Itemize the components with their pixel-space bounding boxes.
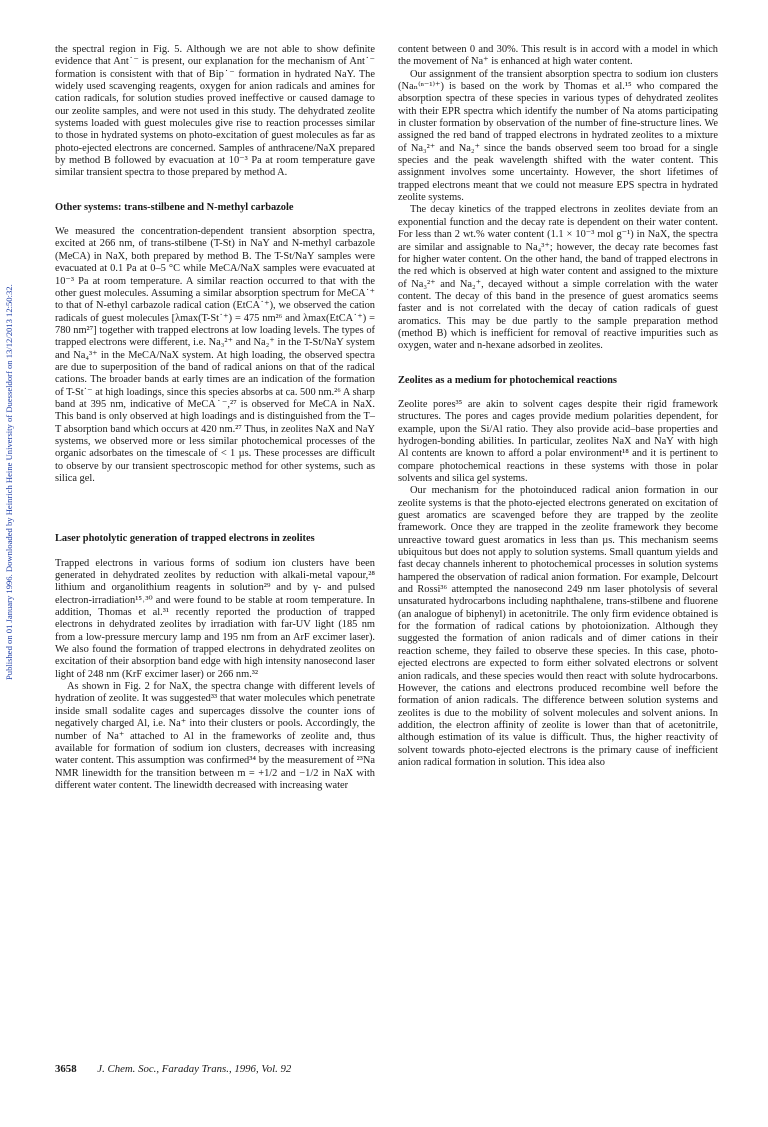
- paragraph: content between 0 and 30%. This result is in accord with a model in which the movement of Na⁺ is enhanced at high water content.: [398, 44, 718, 68]
- journal-citation: J. Chem. Soc., Faraday Trans., 1996, Vol. 92: [97, 1063, 292, 1075]
- paragraph: Our assignment of the transient absorption spectra to sodium ion clusters (Naₙ⁽ⁿ⁻¹⁾⁺) is based on the work by Thomas et al.¹⁵ who compared the absorption spectra of these species in various types of dehydrated zeolites with their EPR spectra which identify the number of Na atoms participating in cluster formation by observation of the number of fine-structure lines. We assigned the red band of trapped electrons in hydrated zeolites to a mixture of Na₃²⁺ and Na₂⁺ since the bands observed seem too broad for a single species and the peak wavelength shifted with the water content. This assignment involves some uncertainty. However, the short lifetimes of trapped electrons meant that we could not measure EPS spectra in hydrated zeolite systems.: [398, 68, 718, 204]
- download-watermark: Published on 01 January 1996. Downloaded by Heinrich Heine University of Duesseldorf on 13/12/2013 12:50:32.: [4, 284, 14, 680]
- paragraph: We measured the concentration-dependent transient absorption spectra, excited at 266 nm, of trans-stilbene (T-St) in NaY and N-methyl carbazole (MeCA) in NaX, both prepared by method B. The T-St/NaY samples were evacuated at 0.1 Pa at 0–5 °C while MeCA/NaX samples were evacuated at 10⁻³ Pa at room temperature. A similar reaction occurred to that with the other guest molecules. Assuming a similar absorption spectrum for MeCA˙⁺ to that of N-ethyl carbazole radical cation (EtCA˙⁺), we observed the cation radicals of guest molecules [λmax(T-St˙⁺) = 475 nm²⁶ and λmax(EtCA˙⁺) = 780 nm²⁷] together with trapped electrons at low loading levels. The types of trapped electrons were different, i.e. Na₃²⁺ and Na₂⁺ in the T-St/NaY system and Na₄³⁺ in the MeCA/NaX system. At high loading, the observed spectra are due to superposition of the band of radical anions on that of the radical cations. The broader bands at early times are an indication of the formation of T-St˙⁻ at high loadings, since this species absorbs at ca. 500 nm.²⁶ A sharp band at 395 nm, indicative of MeCA˙⁻,²⁷ is observed for MeCA in NaX. This band is only observed at high loadings and is distinguished from the T–T absorption band which occurs at 420 nm.²⁷ Thus, in zeolites NaX and NaY systems, we observed more or less similar photochemical processes of the organic adsorbates on the timescale of < 1 µs. These processes are difficult to observe by our transient spectroscopic method for other systems, such as silica gel.: [55, 226, 375, 484]
- paragraph: Zeolite pores³⁵ are akin to solvent cages despite their rigid framework structures. The pores and cages provide medium polarities dependent, for example, upon the Si/Al ratio. They also provide acid–base properties and hydrogen-bonding abilities. In particular, zeolites NaX and NaY with high Al contents are known to afford a polar environment¹⁸ and it is pertinent to compare photochemical reactions in these systems with those in polar solvents and silica gel systems.: [398, 398, 718, 484]
- left-column: [55, 44, 375, 792]
- paragraph: Our mechanism for the photoinduced radical anion formation in our zeolite systems is that the photo-ejected electrons generated on excitation of guest aromatics are scavenged before they are trapped by the zeolite framework. Once they are trapped in the zeolite framework they become unreactive toward guest aromatics in less than µs. This mechanism seems ubiquitous but does not apply to solution systems. Small quantum yields and fast decay channels inherent to photochemical processes in solution systems hampered the observation of radical anion formation. For example, Delcourt and Rossi³⁶ attempted the nanosecond 249 nm laser photolysis of several unsaturated hydrocarbons including naphthalene, trans-stilbene and fluorene (an analogue of biphenyl) in acetonitrile. The only firm evidence obtained is for the formation of radical cations by photoionization. Although they suggested the formation of anion radicals and of dimer cations in their reaction scheme, they failed to observe these species. In this case, photo-ejected electrons are expected to form either solvated electrons or solvent anion radicals, and these species would then react with solute hydrocarbons. However, the cations and electrons produced recombine well before the formation of anion radicals. The difference between solution systems and zeolites is due to the mobility of solvent molecules and solvent anions. In addition, the electron affinity of zeolite is lower than that of acetonitrile, although estimation of its value is difficult. Thus, the higher reactivity of solvent towards photo-ejected electrons is the primary cause of inefficient anion radical formation in solution. This idea also: [398, 485, 718, 768]
- paragraph: As shown in Fig. 2 for NaX, the spectra change with different levels of hydration of zeolite. It was suggested³³ that water molecules which penetrate inside small sodalite cages and supercages dissolve the counter ions of negatively charged Al, i.e. Na⁺ into their clusters or pools. Accordingly, the number of Na⁺ attached to Al in the frameworks of zeolite and, thus available for formation of sodium ion clusters, decreases with increasing water content. This assumption was confirmed³⁴ by the measurement of ²³Na NMR linewidth for the transition between m = +1/2 and −1/2 in NaX with different water content. The linewidth decreased with increasing water: [55, 681, 375, 791]
- section-heading-other-systems: Other systems: trans-stilbene and N-methyl carbazole: [55, 201, 294, 213]
- paragraph: The decay kinetics of the trapped electrons in zeolites deviate from an exponential function and the decay rate is dependent on their water content. For less than 2 wt.% water content (1.1 × 10⁻³ mol g⁻¹) in NaX, the spectra are similar and assignable to Na₄³⁺; however, the decay rate becomes fast for higher water content. On the other hand, the band of trapped electrons in the red which is observed at high water content and assigned to the mixture of Na₃²⁺ and Na₂⁺, decayed without a simple correlation with the water content. The decay of this band in the presence of guest aromatics seems faster and is not correlated with the decay of cation radicals of guest aromatics. This may be due partly to the sample preparation method (method B) which is inefficient for removal of reactive impurities such as oxygen, water and n-hexane adsorbed in zeolites.: [398, 204, 718, 352]
- paragraph: Trapped electrons in various forms of sodium ion clusters have been generated in dehydrated zeolites by reduction with alkali-metal vapour,²⁸ lithium and organolithium reagents in solution²⁹ and by γ- and pulsed electron-irradiation¹⁵˒³⁰ and were found to be stable at room temperature. In addition, Thomas et al.³¹ recently reported the production of trapped electrons in dehydrated zeolites by irradiation with far-UV light (185 nm from a low-pressure mercury lamp and 195 nm from an ArF excimer laser). We also found the formation of trapped electrons in dehydrated zeolites on excitation of their absorption band edge with high intensity nanosecond laser light of 248 nm (KrF excimer laser) or 266 nm.³²: [55, 557, 375, 680]
- page-footer: [55, 1063, 291, 1075]
- right-column: [398, 44, 718, 769]
- page-number: 3658: [55, 1063, 77, 1075]
- section-heading-zeolites-medium: Zeolites as a medium for photochemical reactions: [398, 374, 617, 386]
- paragraph: the spectral region in Fig. 5. Although we are not able to show definite evidence that Ant˙⁻ is present, our explanation for the mechanism of Ant˙⁻ formation is consistent with that of Bip˙⁻ formation in hydrated NaY. The widely used scavenging reagents, oxygen for anion radicals and amines for cation radicals, for solution studies proved ineffective or caused damage to our zeolite samples, and were not used in this study. The dehydrated zeolite systems loaded with guest molecules give rise to reaction processes similar to those in hydrated systems on photo-excitation of guest molecules as far as photo-ejected electrons are concerned. Samples of anthracene/NaX prepared by method B followed by evacuation at 10⁻³ Pa at room temperature gave similar transient spectra to those prepared by method A.: [55, 44, 375, 179]
- section-heading-laser-photolytic: Laser photolytic generation of trapped electrons in zeolites: [55, 533, 315, 545]
